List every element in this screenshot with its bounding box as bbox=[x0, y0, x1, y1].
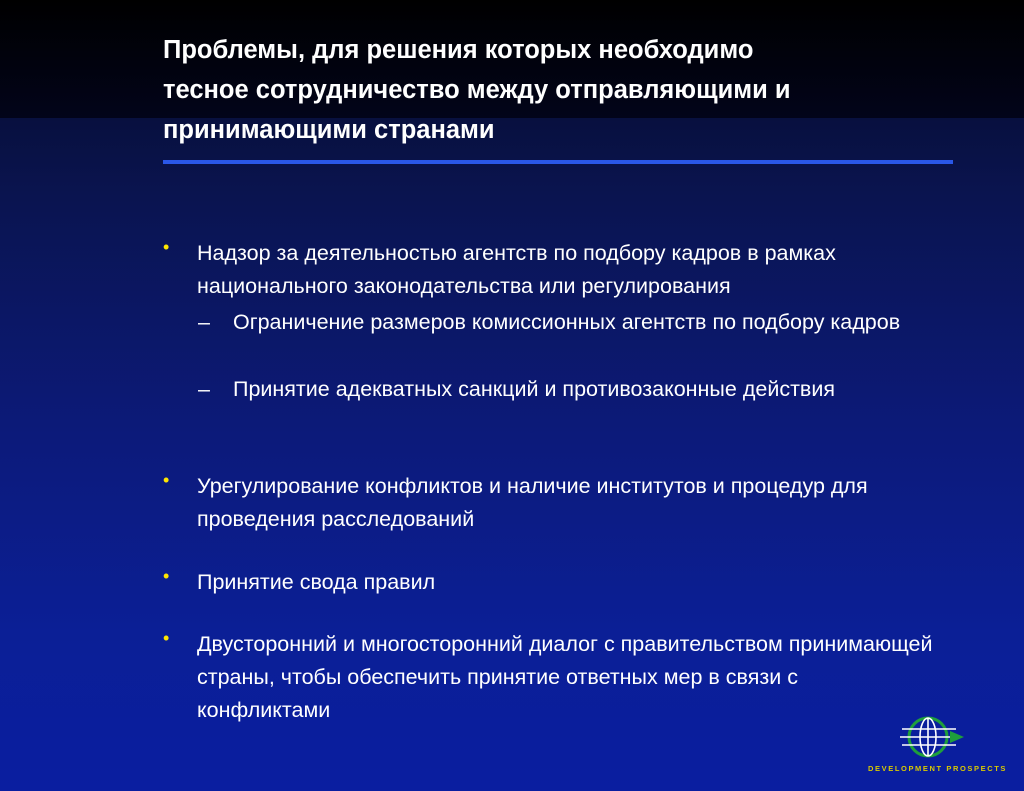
title-divider bbox=[163, 160, 953, 164]
bullet-item-code-of-rules: Принятие свода правил bbox=[197, 570, 436, 594]
bullet-item-dialogue: Двусторонний и многосторонний диалог с правительством принимающей страны, чтобы обеспечить принятие ответных мер в связи с конфликтами bbox=[197, 632, 933, 722]
bullet-marker: • bbox=[163, 237, 170, 257]
bullet-marker: • bbox=[163, 470, 170, 490]
bullet-marker: • bbox=[163, 566, 170, 586]
bullet-item-conflict-resolution: Урегулирование конфликтов и наличие институтов и процедур для проведения расследований bbox=[197, 474, 868, 531]
sub-bullet-marker: – bbox=[198, 377, 210, 401]
globe-logo-icon bbox=[898, 715, 968, 759]
sub-item-commission-limits: Ограничение размеров комиссионных агентств по подбору кадров bbox=[233, 310, 901, 334]
bullet-marker: • bbox=[163, 628, 170, 648]
bullet-item-supervision: Надзор за деятельностью агентств по подбору кадров в рамках национального законодательства или регулирования bbox=[197, 241, 836, 298]
sub-bullet-marker: – bbox=[198, 310, 210, 334]
logo-wordmark: DEVELOPMENT PROSPECTS bbox=[868, 764, 1008, 773]
slide-title: Проблемы, для решения которых необходимо тесное сотрудничество между отправляющими и принимающими странами bbox=[163, 36, 791, 144]
sub-item-sanctions: Принятие адекватных санкций и противозаконные действия bbox=[233, 377, 835, 401]
